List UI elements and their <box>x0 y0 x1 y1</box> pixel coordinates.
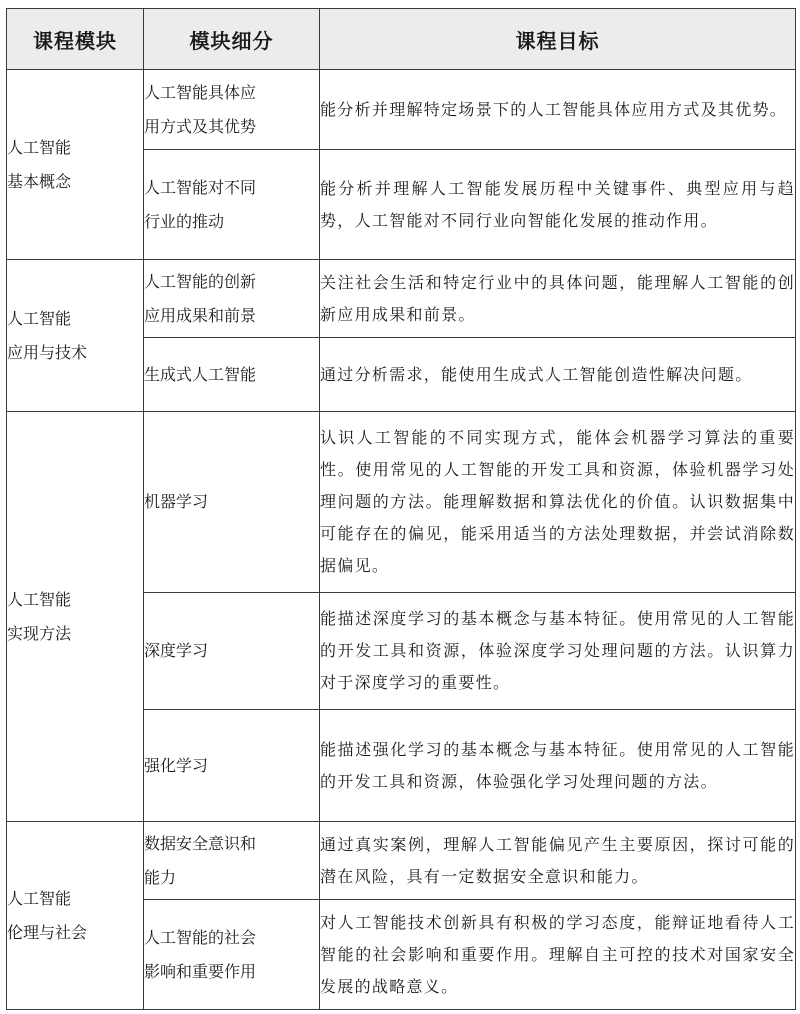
subdivision-line: 深度学习 <box>144 641 209 660</box>
header-module-subdivision: 模块细分 <box>144 9 320 70</box>
subdivision-cell <box>144 710 320 822</box>
course-goals-table <box>6 8 796 1010</box>
subdivision-line: 强化学习 <box>144 755 209 775</box>
goal-cell: 能分析并理解特定场景下的人工智能具体应用方式及其优势。 <box>320 70 796 150</box>
subdivision-cell <box>144 593 320 710</box>
table-row <box>7 70 796 150</box>
header-course-module: 课程模块 <box>7 9 144 70</box>
goal-cell: 关注社会生活和特定行业中的具体问题，能理解人工智能的创新应用成果和前景。 <box>320 260 796 338</box>
module-cell <box>7 260 144 412</box>
goal-cell: 通过真实案例，理解人工智能偏见产生主要原因，探讨可能的潜在风险，具有一定数据安全意识和能力。 <box>320 822 796 900</box>
subdivision-cell <box>144 412 320 593</box>
subdivision-line: 机器学习 <box>144 492 209 511</box>
subdivision-cell <box>144 900 320 1010</box>
module-name-line: 人工智能 <box>7 589 72 609</box>
subdivision-line: 影响和重要作用 <box>144 961 257 981</box>
subdivision-line: 应用成果和前景 <box>144 305 257 325</box>
module-name-line: 伦理与社会 <box>7 922 88 942</box>
module-cell <box>7 412 144 822</box>
goal-cell: 能描述深度学习的基本概念与基本特征。使用常见的人工智能的开发工具和资源，体验深度学习处理问题的方法。认识算力对于深度学习的重要性。 <box>320 593 796 710</box>
module-name-line: 人工智能 <box>7 137 72 157</box>
subdivision-line: 用方式及其优势 <box>144 116 257 136</box>
goal-cell: 对人工智能技术创新具有积极的学习态度，能辩证地看待人工智能的社会影响和重要作用。理解自主可控的技术对国家安全发展的战略意义。 <box>320 900 796 1010</box>
subdivision-line: 行业的推动 <box>144 211 225 231</box>
subdivision-line: 能力 <box>144 867 177 887</box>
table-header-row <box>7 9 796 70</box>
subdivision-cell <box>144 260 320 338</box>
subdivision-line: 人工智能具体应 <box>144 82 257 102</box>
goal-cell: 能分析并理解人工智能发展历程中关键事件、典型应用与趋势，人工智能对不同行业向智能化发展的推动作用。 <box>320 150 796 260</box>
subdivision-line: 人工智能对不同 <box>144 177 257 197</box>
table-row <box>7 260 796 338</box>
subdivision-line: 生成式人工智能 <box>144 364 257 384</box>
module-cell <box>7 70 144 260</box>
module-name-line: 基本概念 <box>7 171 72 191</box>
goal-cell: 认识人工智能的不同实现方式，能体会机器学习算法的重要性。使用常见的人工智能的开发工具和资源，体验机器学习处理问题的方法。能理解数据和算法优化的价值。认识数据集中可能存在的偏见，能采用适当的方法处理数据，并尝试消除数据偏见。 <box>320 412 796 593</box>
subdivision-cell <box>144 150 320 260</box>
subdivision-line: 数据安全意识和 <box>144 833 257 853</box>
subdivision-line: 人工智能的创新 <box>144 271 257 291</box>
header-course-goal: 课程目标 <box>320 9 796 70</box>
module-name-line: 应用与技术 <box>7 342 88 362</box>
goal-cell: 通过分析需求，能使用生成式人工智能创造性解决问题。 <box>320 338 796 412</box>
module-name-line: 实现方法 <box>7 623 72 643</box>
goal-cell: 能描述强化学习的基本概念与基本特征。使用常见的人工智能的开发工具和资源，体验强化学习处理问题的方法。 <box>320 710 796 822</box>
module-name-line: 人工智能 <box>7 308 72 328</box>
subdivision-cell <box>144 822 320 900</box>
subdivision-line: 人工智能的社会 <box>144 927 257 947</box>
module-cell <box>7 822 144 1010</box>
table-row <box>7 412 796 593</box>
module-name-line: 人工智能 <box>7 888 72 908</box>
table-row <box>7 822 796 900</box>
subdivision-cell <box>144 70 320 150</box>
subdivision-cell <box>144 338 320 412</box>
